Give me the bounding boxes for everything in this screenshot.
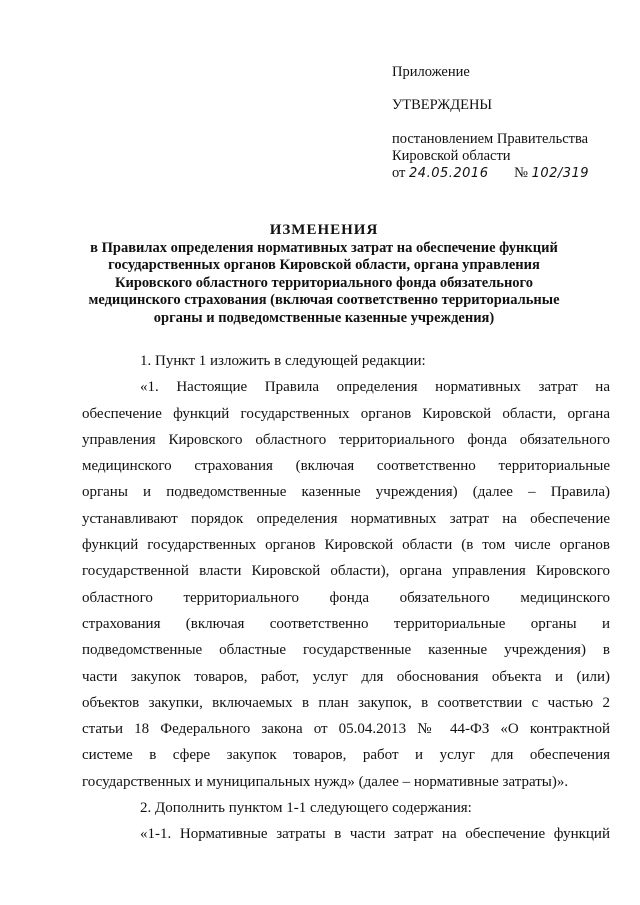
- handwritten-date: 24.05.2016: [409, 166, 489, 181]
- paragraph-line: устанавливают порядок определения нормативных затрат на обеспечение: [82, 510, 610, 527]
- paragraph-1: 1. Пункт 1 изложить в следующей редакции:: [140, 353, 426, 369]
- paragraph-2: [82, 374, 610, 795]
- decree-line-2: Кировской области: [392, 148, 511, 164]
- document-body: [82, 348, 610, 848]
- appendix-label: Приложение: [392, 64, 470, 80]
- paragraph-line: медицинского страхования (включая соответственно территориальные: [82, 458, 610, 475]
- heading-line: органы и подведомственные казенные учреждения): [153, 309, 495, 326]
- handwritten-number: 102/319: [531, 166, 590, 181]
- paragraph-line: функций государственных органов Кировской области (в том числе органов: [82, 537, 610, 554]
- paragraph-line: статьи 18 Федерального закона от 05.04.2013 № 44-ФЗ «О контрактной: [82, 721, 610, 738]
- heading-line: в Правилах определения нормативных затрат на обеспечение функций: [90, 239, 558, 256]
- paragraph-3: 2. Дополнить пунктом 1-1 следующего содержания:: [140, 800, 472, 817]
- paragraph-4: «1-1. Нормативные затраты в части затрат на обеспечение функций: [140, 826, 610, 843]
- paragraph-line: системе в сфере закупок товаров, работ и услуг для обеспечения: [82, 747, 610, 764]
- paragraph-line: государственной власти Кировской области), органа управления Кировского: [82, 563, 610, 580]
- number-label: №: [514, 165, 528, 181]
- heading-line: Кировского областного территориального фонда обязательного: [114, 274, 534, 291]
- from-label: от: [392, 165, 406, 181]
- paragraph-line: объектов закупки, включаемых в план закупок, в соответствии с частью 2: [82, 694, 610, 711]
- paragraph-line: страхования (включая соответственно территориальные органы и: [82, 615, 610, 632]
- approved-label: УТВЕРЖДЕНЫ: [392, 97, 493, 113]
- paragraph-line: областного территориального фонда обязательного медицинского: [82, 589, 610, 606]
- paragraph-line: государственных и муниципальных нужд» (далее – нормативные затраты)».: [82, 773, 569, 790]
- heading-title: ИЗМЕНЕНИЯ: [269, 222, 379, 238]
- approval-block: [392, 64, 622, 182]
- paragraph-line: «1. Настоящие Правила определения нормативных затрат на: [140, 379, 610, 396]
- paragraph-line: части закупок товаров, работ, услуг для обоснования объекта и (или): [82, 668, 610, 685]
- paragraph-line: органы и подведомственные казенные учреждения) (далее – Правила): [82, 484, 610, 501]
- decree-line-1: постановлением Правительства: [392, 131, 589, 147]
- decree-date-number: [392, 165, 622, 182]
- paragraph-line: обеспечение функций государственных органов Кировской области, органа: [82, 405, 610, 422]
- paragraph-line: подведомственные областные государственные казенные учреждения) в: [82, 642, 610, 659]
- heading-line: медицинского страхования (включая соответственно территориальные: [88, 292, 560, 308]
- paragraph-line: управления Кировского областного территориального фонда обязательного: [82, 431, 610, 448]
- heading-line: государственных органов Кировской области, органа управления: [108, 257, 540, 273]
- document-heading: [74, 222, 574, 327]
